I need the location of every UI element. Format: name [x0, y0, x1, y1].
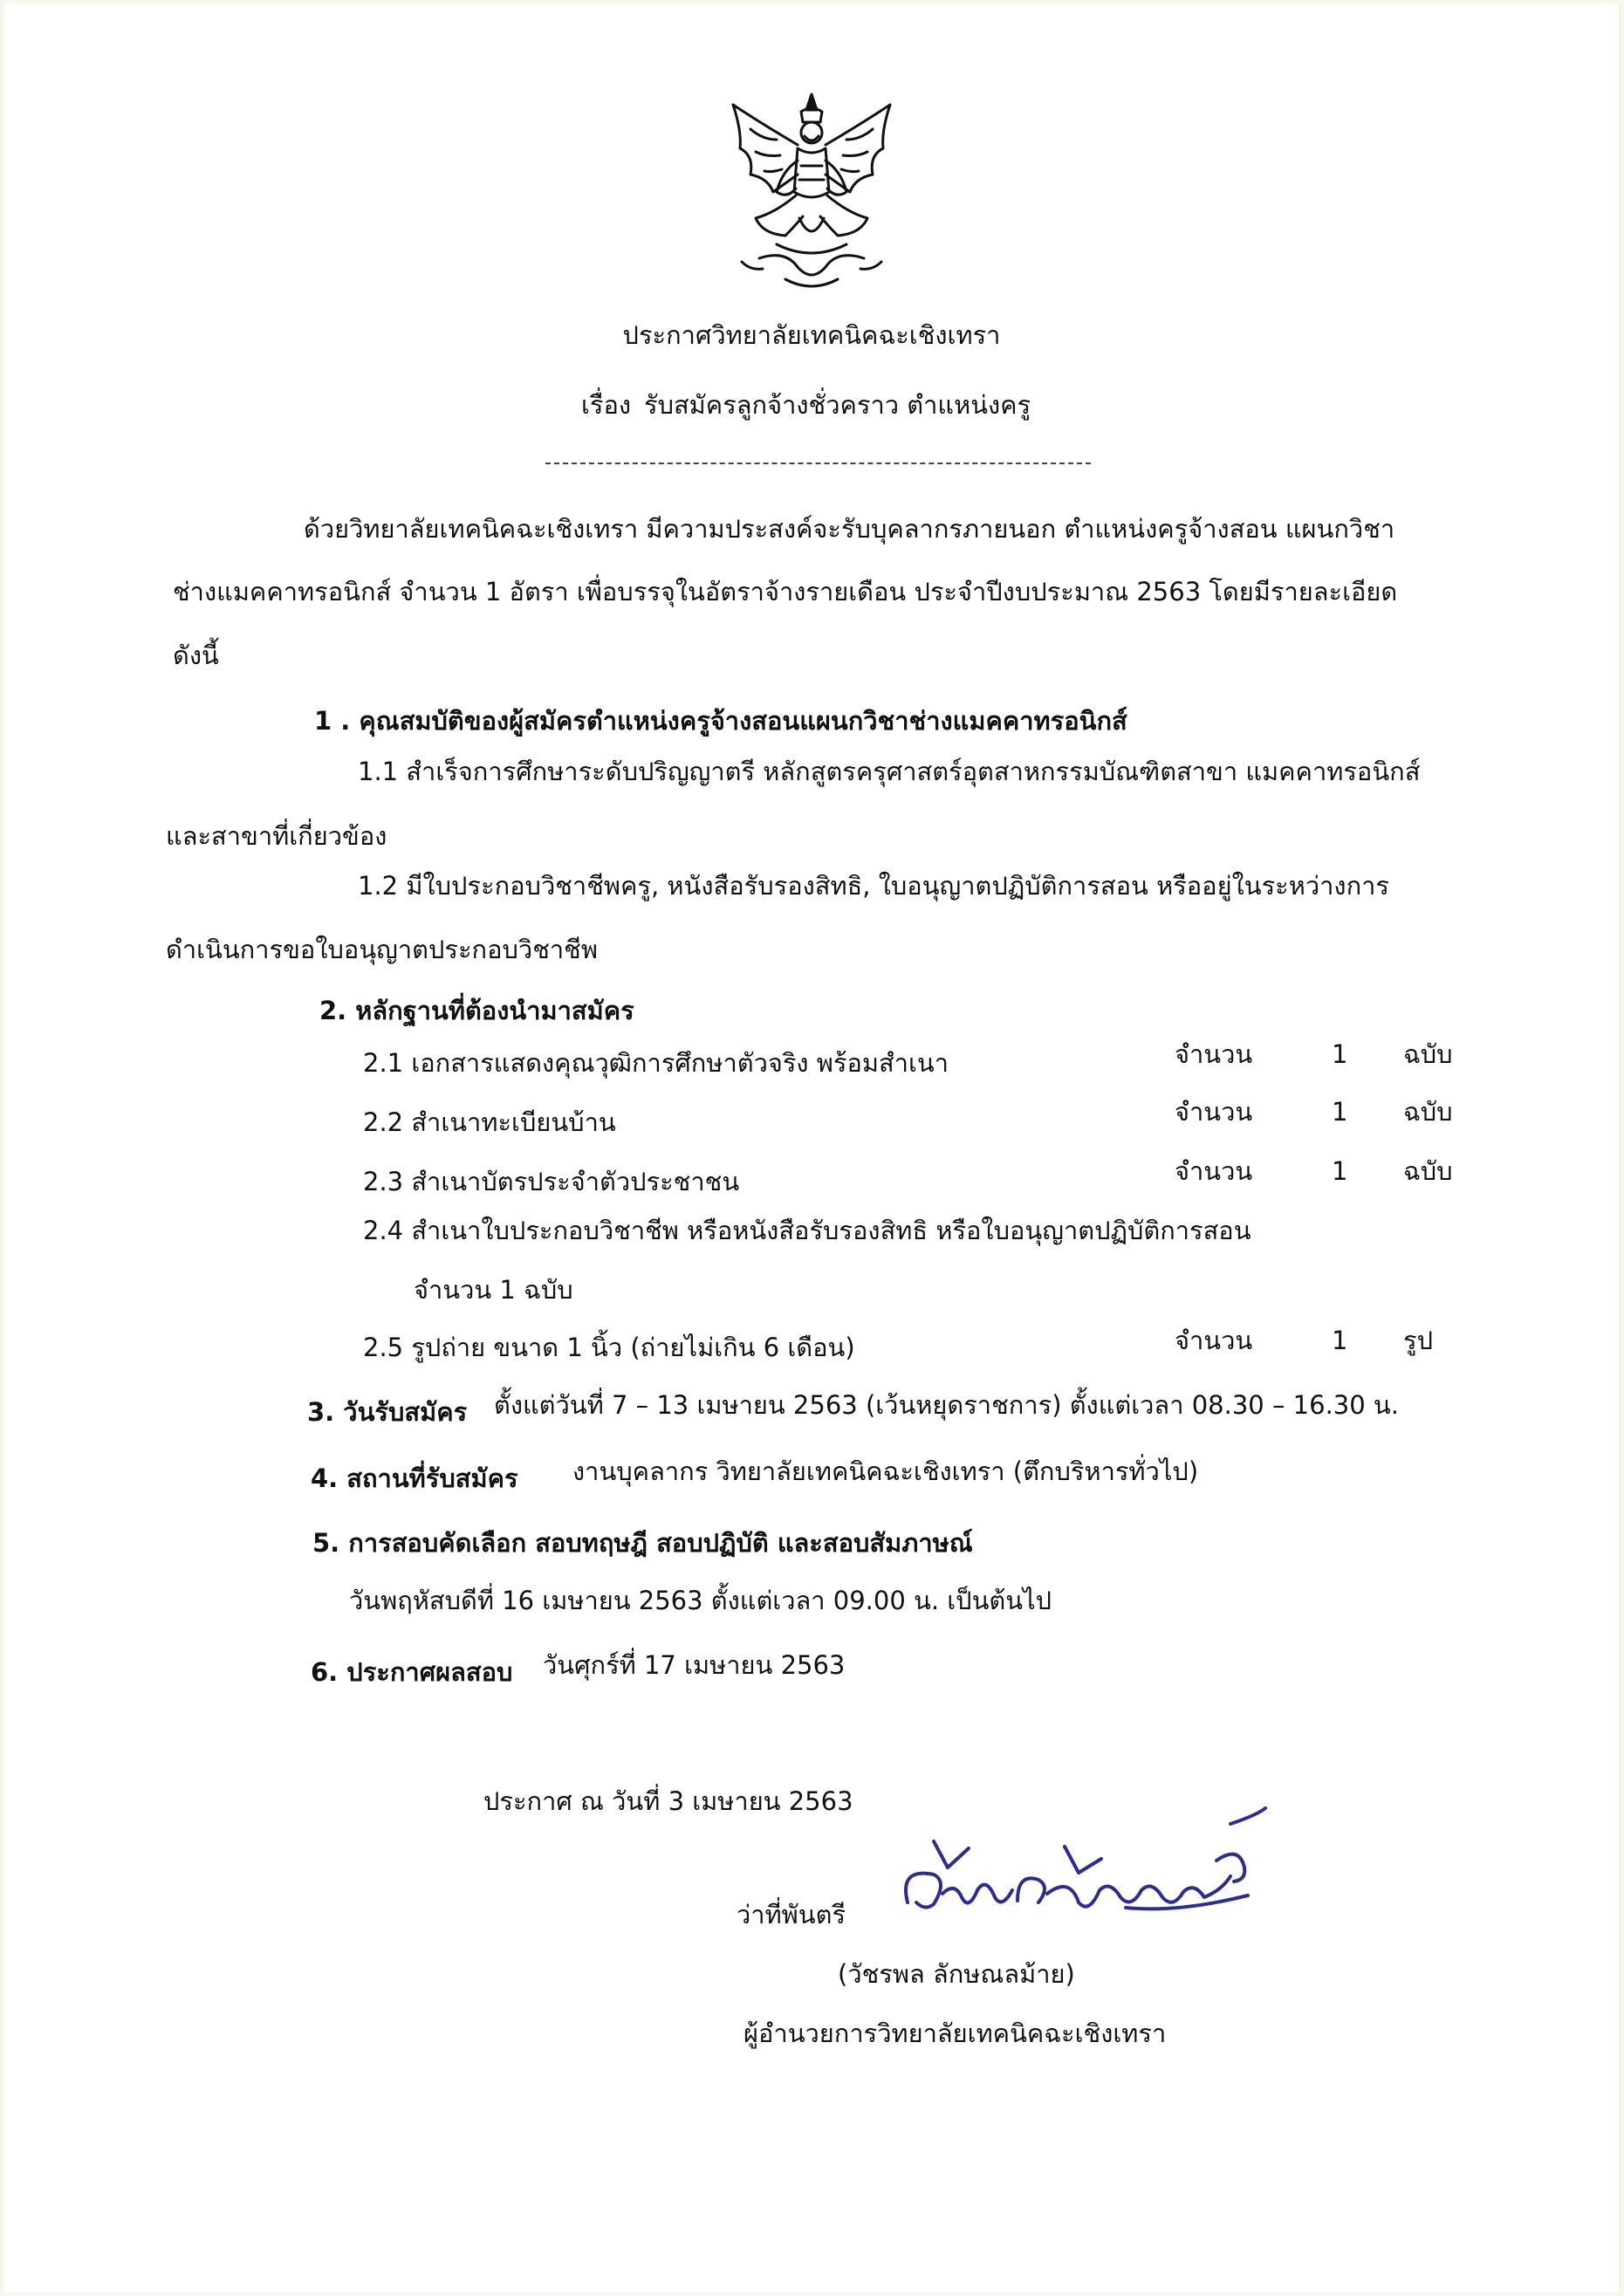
document-item: 2.5 รูปถ่าย ขนาด 1 นิ้ว (ถ่ายไม่เกิน 6 เดือน) — [363, 1333, 855, 1362]
section-5-text: วันพฤหัสบดีที่ 16 เมษายน 2563 ตั้งแต่เวลา 09.00 น. เป็นต้นไป — [349, 1586, 1052, 1615]
document-unit: ฉบับ — [1403, 1039, 1453, 1069]
document-unit: ฉบับ — [1403, 1156, 1453, 1186]
intro-line-2: ช่างแมคคาทรอนิกส์ จำนวน 1 อัตรา เพื่อบรรจุในอัตราจ้างรายเดือน ประจำปีงบประมาณ 2563 โดยมีรายละเอียด — [173, 577, 1398, 607]
document-item: 2.3 สำเนาบัตรประจำตัวประชาชน — [363, 1167, 740, 1196]
signer-position: ผู้อำนวยการวิทยาลัยเทคนิคฉะเชิงเทรา — [743, 2018, 1167, 2048]
section-1-item-1-line-1: 1.1 สำเร็จการศึกษาระดับปริญญาตรี หลักสูตรครุศาสตร์อุตสาหกรรมบัณฑิตสาขา แมคคาทรอนิกส์ — [358, 757, 1421, 786]
document-unit: รูป — [1403, 1326, 1433, 1355]
document-qty: 1 — [1332, 1156, 1348, 1186]
document-qty-label: จำนวน — [1175, 1156, 1253, 1186]
announcement-title: ประกาศวิทยาลัยเทคนิคฉะเชิงเทรา — [622, 320, 1001, 350]
intro-line-3: ดังนี้ — [173, 641, 219, 670]
document-item: 2.1 เอกสารแสดงคุณวุฒิการศึกษาตัวจริง พร้อมสำเนา — [363, 1048, 949, 1078]
document-qty: 1 — [1332, 1039, 1348, 1069]
section-5-heading: 5. การสอบคัดเลือก สอบทฤษฎี สอบปฏิบัติ และสอบสัมภาษณ์ — [312, 1528, 973, 1558]
document-item-4-line-2: จำนวน 1 ฉบับ — [414, 1275, 573, 1305]
announcement-date: ประกาศ ณ วันที่ 3 เมษายน 2563 — [483, 1786, 853, 1816]
section-6-label: 6. ประกาศผลสอบ — [311, 1657, 513, 1687]
document-item-4-line-1: 2.4 สำเนาใบประกอบวิชาชีพ หรือหนังสือรับรองสิทธิ หรือใบอนุญาตปฏิบัติการสอน — [363, 1216, 1251, 1245]
section-1-item-1-line-2: และสาขาที่เกี่ยวข้อง — [166, 821, 387, 851]
document-qty-label: จำนวน — [1175, 1097, 1253, 1127]
document-qty: 1 — [1332, 1326, 1348, 1355]
section-4-text: งานบุคลากร วิทยาลัยเทคนิคฉะเชิงเทรา (ตึกบริหารทั่วไป) — [572, 1456, 1199, 1486]
section-3-text: ตั้งแต่วันที่ 7 – 13 เมษายน 2563 (เว้นหยุดราชการ) ตั้งแต่เวลา 08.30 – 16.30 น. — [494, 1390, 1399, 1420]
document-item: 2.2 สำเนาทะเบียนบ้าน — [363, 1107, 616, 1137]
document-qty: 1 — [1332, 1097, 1348, 1127]
section-2-heading: 2. หลักฐานที่ต้องนำมาสมัคร — [319, 996, 634, 1025]
document-unit: ฉบับ — [1403, 1097, 1453, 1127]
section-3-label: 3. วันรับสมัคร — [307, 1397, 468, 1427]
document-qty-label: จำนวน — [1175, 1326, 1253, 1355]
document-qty-label: จำนวน — [1175, 1039, 1253, 1069]
signer-name: (วัชรพล ลักษณลม้าย) — [838, 1959, 1075, 1989]
section-1-heading: 1 . คุณสมบัติของผู้สมัครตำแหน่งครูจ้างสอนแผนกวิชาช่างแมคคาทรอนิกส์ — [314, 706, 1127, 736]
subject-text: รับสมัครลูกจ้างชั่วคราว ตำแหน่งครู — [644, 390, 1031, 420]
subject-label: เรื่อง — [581, 390, 632, 420]
section-6-text: วันศุกร์ที่ 17 เมษายน 2563 — [543, 1650, 846, 1680]
section-1-item-2-line-2: ดำเนินการขอใบอนุญาตประกอบวิชาชีพ — [166, 935, 598, 964]
signature-icon — [864, 1806, 1274, 1937]
header-divider — [545, 463, 1091, 464]
garuda-emblem-icon — [724, 87, 899, 297]
signer-rank: ว่าที่พันตรี — [737, 1900, 846, 1929]
section-4-label: 4. สถานที่รับสมัคร — [311, 1463, 518, 1493]
intro-line-1: ด้วยวิทยาลัยเทคนิคฉะเชิงเทรา มีความประสงค์จะรับบุคลากรภายนอก ตำแหน่งครูจ้างสอน แผนกวิชา — [304, 514, 1395, 544]
section-1-item-2-line-1: 1.2 มีใบประกอบวิชาชีพครู, หนังสือรับรองสิทธิ, ใบอนุญาตปฏิบัติการสอน หรืออยู่ในระหว่างการ — [358, 871, 1389, 901]
